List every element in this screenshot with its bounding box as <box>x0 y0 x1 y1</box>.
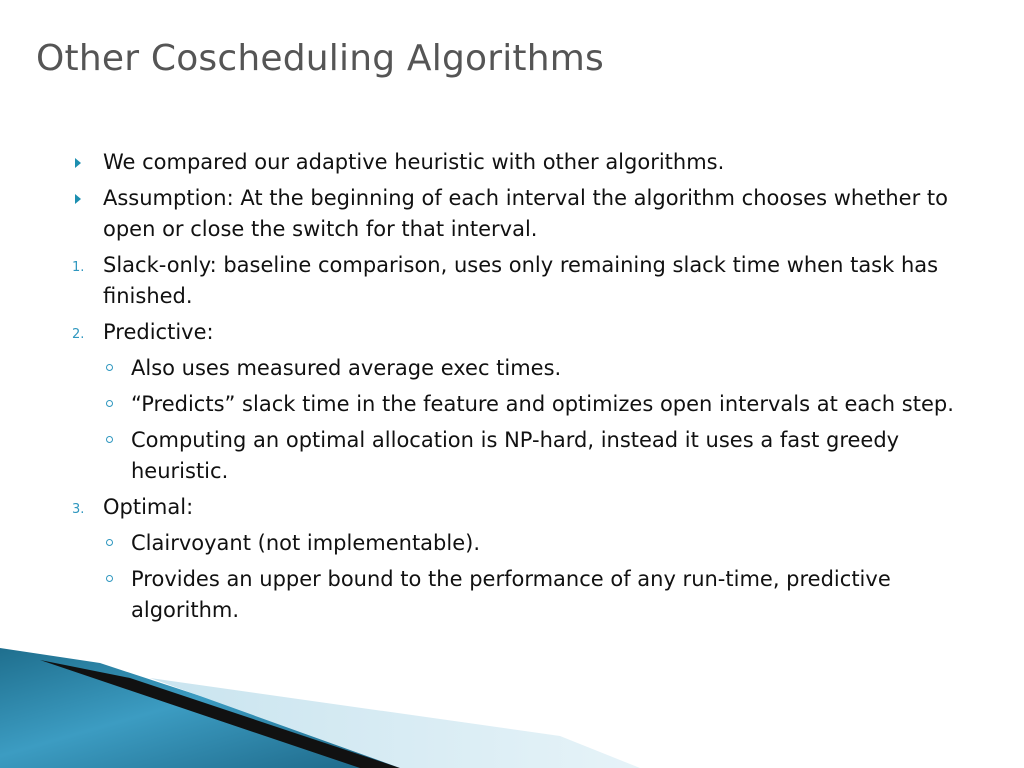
bullet-text: Provides an upper bound to the performance of any run-time, predictive algorithm. <box>131 567 891 622</box>
bullet-text: Predictive: <box>103 320 214 344</box>
item-number: 3. <box>72 502 85 517</box>
bullet-text: Also uses measured average exec times. <box>131 356 562 380</box>
bullet-text: Assumption: At the beginning of each interval the algorithm chooses whether to open or close the switch for that interval. <box>103 186 948 241</box>
bullet-text: Computing an optimal allocation is NP-hard, instead it uses a fast greedy heuristic. <box>131 428 900 483</box>
bullet-text: Clairvoyant (not implementable). <box>131 531 481 555</box>
bullet-text: We compared our adaptive heuristic with other algorithms. <box>103 150 725 174</box>
bullet-text: Optimal: <box>103 495 194 519</box>
bullet-text: Slack-only: baseline comparison, uses only remaining slack time when task has finished. <box>103 253 939 308</box>
item-number: 1. <box>72 260 85 275</box>
slide-title: Other Coscheduling Algorithms <box>36 38 604 79</box>
item-number: 2. <box>72 327 85 342</box>
bullet-text: “Predicts” slack time in the feature and optimizes open intervals at each step. <box>131 392 954 416</box>
